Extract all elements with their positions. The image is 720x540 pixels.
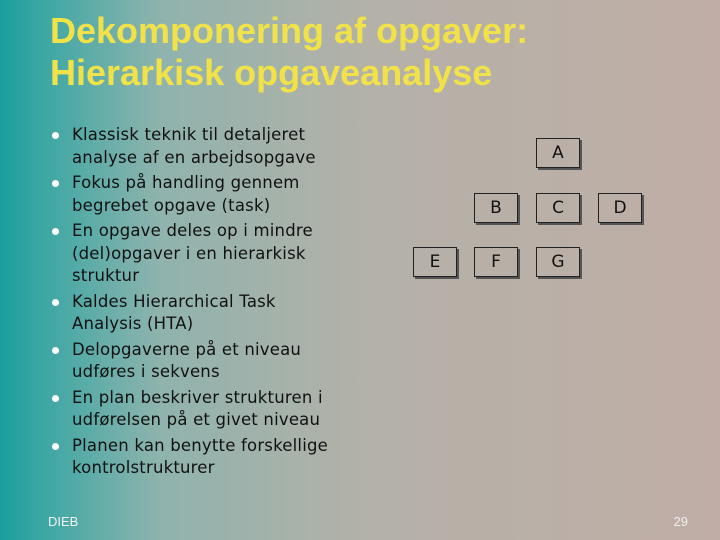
title-line-1: Dekomponering af opgaver: bbox=[50, 10, 529, 51]
task-box-g: G bbox=[536, 247, 580, 277]
bullet-icon bbox=[52, 395, 59, 402]
bullet-icon bbox=[52, 132, 59, 139]
bullet-icon bbox=[52, 299, 59, 306]
task-box-f: F bbox=[474, 247, 518, 277]
bullet-list bbox=[50, 124, 370, 483]
task-box-b: B bbox=[474, 193, 518, 223]
bullet-item: Kaldes Hierarchical Task Analysis (HTA) bbox=[50, 291, 370, 336]
bullet-icon bbox=[52, 347, 59, 354]
bullet-item: Planen kan benytte forskellige kontrolstrukturer bbox=[50, 435, 370, 480]
title-line-2: Hierarkisk opgaveanalyse bbox=[50, 52, 493, 93]
slide-title bbox=[50, 10, 690, 94]
page-number: 29 bbox=[673, 514, 688, 529]
bullet-item: En plan beskriver strukturen i udførelsen på et givet niveau bbox=[50, 387, 370, 432]
task-box-c: C bbox=[536, 193, 580, 223]
task-box-a: A bbox=[536, 138, 580, 168]
bullet-item: En opgave deles op i mindre (del)opgaver i en hierarkisk struktur bbox=[50, 220, 370, 288]
bullet-icon bbox=[52, 443, 59, 450]
footer-label: DIEB bbox=[48, 514, 79, 529]
task-box-d: D bbox=[598, 193, 642, 223]
bullet-item: Delopgaverne på et niveau udføres i sekvens bbox=[50, 339, 370, 384]
bullet-icon bbox=[52, 180, 59, 187]
bullet-item: Klassisk teknik til detaljeret analyse af en arbejdsopgave bbox=[50, 124, 370, 169]
bullet-icon bbox=[52, 228, 59, 235]
bullet-item: Fokus på handling gennem begrebet opgave (task) bbox=[50, 172, 370, 217]
task-box-e: E bbox=[413, 247, 457, 277]
